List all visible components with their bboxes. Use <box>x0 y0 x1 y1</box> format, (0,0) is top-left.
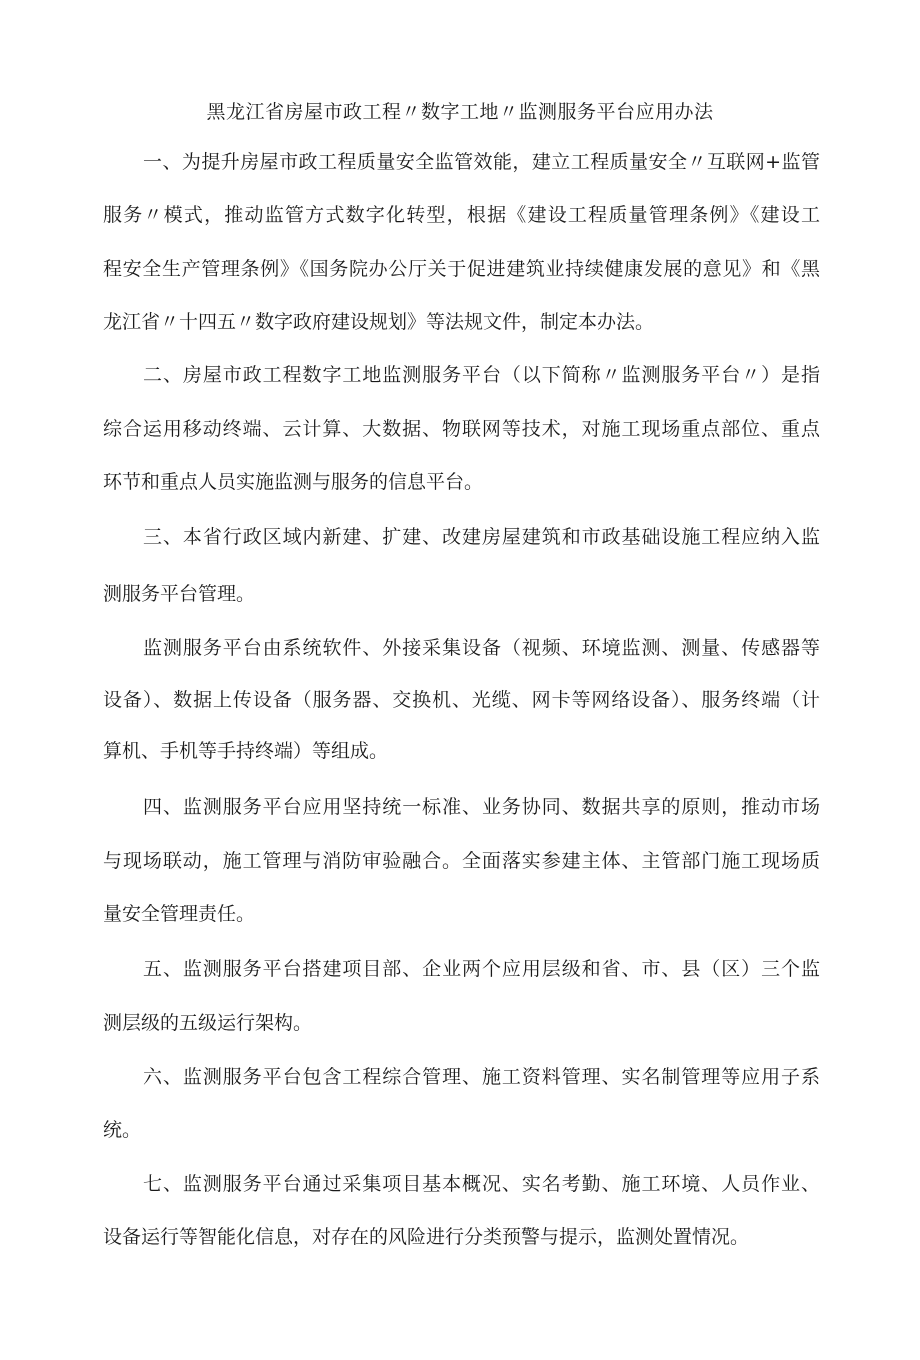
paragraph-4-line-3: 算机、手机等手持终端）等组成。 <box>103 740 389 762</box>
paragraph-5-line-3: 量安全管理责任。 <box>103 903 256 925</box>
paragraph-4-line-2: 设备）、数据上传设备（服务器、交换机、光缆、网卡等网络设备）、服务终端（计 <box>103 689 820 711</box>
paragraph-2-line-1: 二、房屋市政工程数字工地监测服务平台（以下简称〃监测服务平台〃）是指 <box>143 364 820 386</box>
paragraph-2-line-2: 综合运用移动终端、云计算、大数据、物联网等技术，对施工现场重点部位、重点 <box>103 418 820 440</box>
paragraph-1-line-2: 服务〃模式，推动监管方式数字化转型，根据《建设工程质量管理条例》《建设工 <box>103 204 820 226</box>
paragraph-3-line-1: 三、本省行政区域内新建、扩建、改建房屋建筑和市政基础设施工程应纳入监 <box>143 526 820 548</box>
paragraph-7-line-2: 统。 <box>103 1119 142 1141</box>
paragraph-5-line-1: 四、监测服务平台应用坚持统一标准、业务协同、数据共享的原则，推动市场 <box>143 796 820 818</box>
paragraph-6-line-1: 五、监测服务平台搭建项目部、企业两个应用层级和省、市、县（区）三个监 <box>143 958 820 980</box>
paragraph-1-line-3: 程安全生产管理条例》《国务院办公厅关于促进建筑业持续健康发展的意见》和《黑 <box>103 258 820 280</box>
paragraph-7-line-1: 六、监测服务平台包含工程综合管理、施工资料管理、实名制管理等应用子系 <box>143 1066 820 1088</box>
document-title: 黑龙江省房屋市政工程〃数字工地〃监测服务平台应用办法 <box>206 101 714 123</box>
paragraph-3-line-2: 测服务平台管理。 <box>103 583 256 605</box>
paragraph-8-line-1: 七、监测服务平台通过采集项目基本概况、实名考勤、施工环境、人员作业、 <box>143 1173 820 1195</box>
paragraph-8-line-2: 设备运行等智能化信息，对存在的风险进行分类预警与提示，监测处置情况。 <box>103 1226 750 1248</box>
paragraph-6-line-2: 测层级的五级运行架构。 <box>103 1012 313 1034</box>
paragraph-1-line-1: 一、为提升房屋市政工程质量安全监管效能，建立工程质量安全〃互联网+监管 <box>143 151 820 173</box>
paragraph-2-line-3: 环节和重点人员实施监测与服务的信息平台。 <box>103 471 484 493</box>
paragraph-1-line-4: 龙江省〃十四五〃数字政府建设规划》等法规文件，制定本办法。 <box>103 311 655 333</box>
paragraph-5-line-2: 与现场联动，施工管理与消防审验融合。全面落实参建主体、主管部门施工现场质 <box>103 850 820 872</box>
paragraph-4-line-1: 监测服务平台由系统软件、外接采集设备（视频、环境监测、测量、传感器等 <box>143 637 820 659</box>
